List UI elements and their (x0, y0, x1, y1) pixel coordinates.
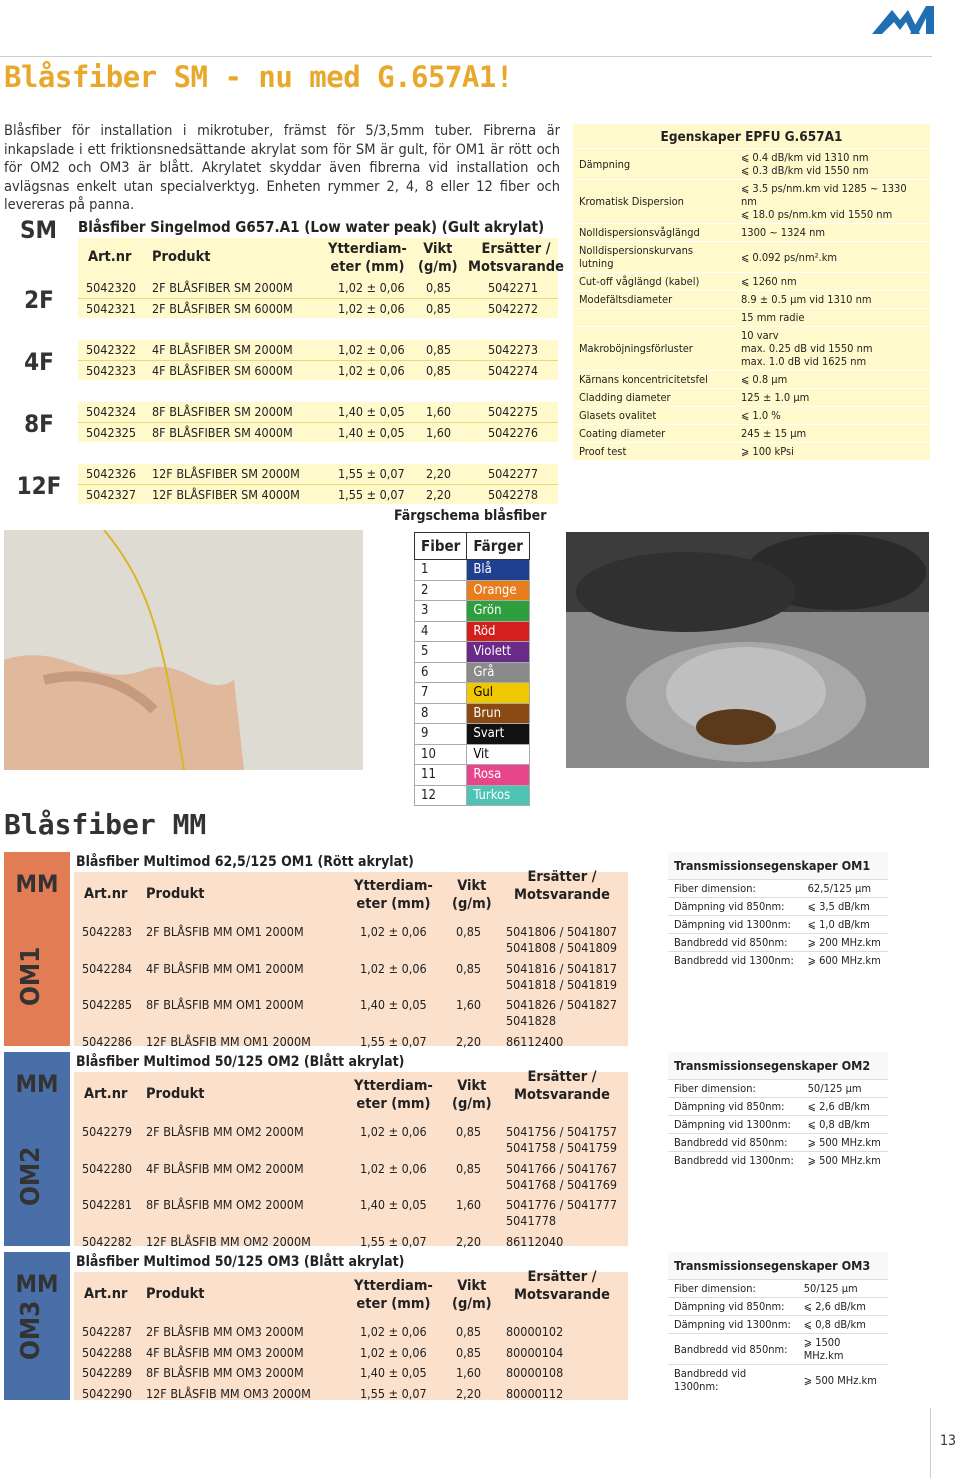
fiber-color-row (415, 703, 530, 724)
mm-cell: 1,02 ± 0,06 (360, 1124, 427, 1139)
col-vikt: Vikt (g/m) (452, 1078, 492, 1112)
property-row (573, 371, 930, 389)
property-row (573, 443, 930, 461)
page-title: Blåsfiber SM - nu med G.657A1! (4, 60, 513, 94)
row-divider (78, 360, 558, 361)
mm-table (74, 1069, 628, 1249)
fiber-number: 5 (415, 642, 467, 663)
sm-cell: 5042274 (488, 363, 539, 378)
transmission-row (668, 1098, 888, 1116)
fiber-number: 12 (415, 785, 467, 806)
sm-cell: 1,55 ± 0,07 (338, 487, 405, 502)
mm-cell: 2,20 (456, 1385, 482, 1401)
sm-cell: 8F BLÅSFIBER SM 2000M (152, 404, 293, 419)
transmission-row (668, 1298, 888, 1316)
fiber-color-name: Orange (467, 580, 530, 601)
sm-label: SM (20, 216, 58, 244)
transmission-value: ⩾ 500 MHz.km (798, 1365, 888, 1396)
sm-cell: 5042322 (86, 342, 137, 357)
transmission-row (668, 1116, 888, 1134)
col-produkt: Produkt (146, 1286, 205, 1302)
transmission-name: Dämpning vid 850nm: (668, 1098, 802, 1116)
transmission-value: ⩾ 500 MHz.km (802, 1134, 888, 1152)
transmission-value: ⩽ 0,8 dB/km (798, 1316, 888, 1334)
col-ersatter: Ersätter / Motsvarande (468, 241, 564, 275)
mm-cell: 5042288 (82, 1344, 133, 1360)
transmission-value: 50/125 μm (798, 1280, 888, 1298)
sm-cell: 1,02 ± 0,06 (338, 280, 405, 295)
transmission-title: Transmissionsegenskaper OM1 (674, 858, 871, 873)
mm-cell: 5042280 (82, 1160, 133, 1176)
transmission-value: ⩾ 1500 MHz.km (798, 1334, 888, 1365)
intro-paragraph: Blåsfiber för installation i mikrotuber, främst för 5/3,5mm tuber. Fibrerna är inkapslade i ett friktionsnedsättande akrylat som för SM är gult, för OM1 är rött och för OM2 och OM3 är blått. Akrylatet skyddar även fibrerna vid installation och avlägsnas enkelt utan specialverktyg. Enheten rymmer 2, 4, 8 eller 12 fiber och levereras på panna. (4, 123, 560, 213)
row-divider (78, 484, 558, 485)
mm-cell: 1,55 ± 0,07 (360, 1385, 427, 1401)
mm-cell: 1,02 ± 0,06 (360, 1160, 427, 1176)
fiber-color-name: Turkos (467, 785, 530, 806)
transmission-table (668, 852, 888, 969)
mm-cell: 5042281 (82, 1197, 133, 1212)
sm-group-block (78, 340, 558, 380)
fiber-color-name: Violett (467, 642, 530, 663)
property-name: Kärnans koncentricitetsfel (573, 371, 735, 389)
transmission-table (668, 1052, 888, 1169)
property-row (573, 242, 930, 273)
sm-cell: 5042326 (86, 466, 137, 481)
fiber-number: 1 (415, 560, 467, 581)
row-divider (78, 298, 558, 299)
mm-cell: 12F BLÅSFIB MM OM2 2000M (146, 1233, 311, 1249)
mm-cell: 0,85 (456, 1160, 482, 1176)
sm-cell: 4F BLÅSFIBER SM 2000M (152, 342, 293, 357)
property-row (573, 327, 930, 371)
transmission-row (668, 1316, 888, 1334)
mm-cell: 1,02 ± 0,06 (360, 1324, 427, 1339)
page-rule (930, 1408, 931, 1478)
sm-group-label: 12F (16, 472, 62, 500)
company-logo (870, 4, 936, 36)
transmission-name: Bandbredd vid 850nm: (668, 934, 802, 952)
property-name: Kromatisk Dispersion (573, 180, 735, 224)
mm-title: Blåsfiber MM (4, 808, 207, 841)
transmission-table (668, 1252, 888, 1395)
mm-cell: 80000112 (506, 1385, 564, 1401)
sm-cell: 5042278 (488, 487, 539, 502)
fiber-header: Fiber (415, 533, 467, 560)
fiber-number: 7 (415, 683, 467, 704)
mm-cell: 5041826 / 5041827 5041828 (506, 997, 618, 1028)
fiber-color-name: Rosa (467, 765, 530, 786)
sm-cell: 5042277 (488, 466, 539, 481)
mm-table-title: Blåsfiber Multimod 50/125 OM3 (Blått akrylat) (76, 1254, 405, 1270)
mm-cell: 2,20 (456, 1233, 482, 1249)
mm-cell: 1,02 ± 0,06 (360, 1344, 427, 1360)
sm-cell: 1,02 ± 0,06 (338, 363, 405, 378)
transmission-row (668, 1280, 888, 1298)
col-ytter: Ytterdiam- eter (mm) (354, 1078, 433, 1112)
transmission-row (668, 1334, 888, 1365)
mm-cell: 1,02 ± 0,06 (360, 960, 427, 976)
mm-cell: 5042279 (82, 1124, 133, 1139)
mm-cell: 1,60 (456, 1197, 482, 1212)
sm-cell: 5042327 (86, 487, 137, 502)
sm-cell: 0,85 (426, 342, 452, 357)
transmission-value: ⩽ 2,6 dB/km (802, 1098, 888, 1116)
mm-side-bottom: OM1 (16, 946, 46, 1006)
transmission-value: ⩽ 3,5 dB/km (802, 898, 888, 916)
property-value: 10 varv max. 0.25 dB vid 1550 nm max. 1.0 dB vid 1625 nm (735, 327, 930, 371)
mm-cell: 1,02 ± 0,06 (360, 924, 427, 939)
mm-cell: 5042282 (82, 1233, 133, 1249)
property-name: Modefältsdiameter (573, 291, 735, 309)
mm-cell: 86112400 (506, 1033, 564, 1049)
property-row (573, 425, 930, 443)
col-produkt: Produkt (146, 1086, 205, 1102)
color-header: Färger (467, 533, 530, 560)
fiber-number: 8 (415, 703, 467, 724)
col-produkt: Produkt (152, 249, 211, 265)
mm-cell: 4F BLÅSFIB MM OM3 2000M (146, 1344, 304, 1360)
col-produkt: Produkt (146, 886, 205, 902)
mm-cell: 5041766 / 5041767 5041768 / 5041769 (506, 1160, 618, 1192)
transmission-value: ⩾ 500 MHz.km (802, 1152, 888, 1170)
property-value: ⩽ 0.092 ps/nm².km (735, 242, 930, 273)
transmission-row (668, 1134, 888, 1152)
sm-cell: 8F BLÅSFIBER SM 4000M (152, 425, 293, 440)
mm-cell: 0,85 (456, 1124, 482, 1139)
transmission-name: Bandbredd vid 1300nm: (668, 952, 802, 970)
mm-side-panel (4, 852, 70, 1046)
fiber-colors-table (414, 532, 530, 806)
fiber-color-row (415, 744, 530, 765)
property-row (573, 389, 930, 407)
property-row (573, 180, 930, 224)
mm-side-bottom: OM3 (16, 1300, 46, 1360)
page-number: 13 (939, 1433, 957, 1449)
fiber-color-name: Blå (467, 560, 530, 581)
property-name: Proof test (573, 443, 735, 461)
mm-cell: 5041776 / 5041777 5041778 (506, 1197, 618, 1228)
properties-table (573, 124, 930, 460)
transmission-row (668, 934, 888, 952)
mm-cell: 5041816 / 5041817 5041818 / 5041819 (506, 960, 618, 992)
mm-cell: 1,55 ± 0,07 (360, 1033, 427, 1049)
sm-cell: 5042275 (488, 404, 539, 419)
transmission-row (668, 1365, 888, 1396)
mm-cell: 4F BLÅSFIB MM OM2 2000M (146, 1160, 304, 1176)
fiber-color-name: Grå (467, 662, 530, 683)
transmission-value: ⩾ 600 MHz.km (802, 952, 888, 970)
col-art: Art.nr (84, 886, 128, 902)
transmission-value: 50/125 μm (802, 1080, 888, 1098)
sm-cell: 5042324 (86, 404, 137, 419)
fiber-number: 2 (415, 580, 467, 601)
property-row (573, 273, 930, 291)
mm-cell: 2F BLÅSFIB MM OM1 2000M (146, 924, 304, 939)
sm-cell: 5042276 (488, 425, 539, 440)
mm-cell: 12F BLÅSFIB MM OM3 2000M (146, 1385, 311, 1401)
sm-cell: 5042320 (86, 280, 137, 295)
mm-cell: 0,85 (456, 960, 482, 976)
mm-side-top: MM (15, 1070, 59, 1098)
property-value: ⩾ 100 kPsi (735, 443, 930, 461)
property-name: Nolldispersionsvåglängd (573, 224, 735, 242)
fiber-color-row (415, 642, 530, 663)
mm-cell: 5042287 (82, 1324, 133, 1339)
mm-cell: 1,40 ± 0,05 (360, 1197, 427, 1212)
mm-cell: 5041756 / 5041757 5041758 / 5041759 (506, 1124, 618, 1155)
fiber-number: 10 (415, 744, 467, 765)
fiber-number: 6 (415, 662, 467, 683)
sm-table-header (78, 238, 564, 278)
sm-group-block (78, 278, 558, 318)
transmission-title: Transmissionsegenskaper OM2 (674, 1058, 871, 1073)
mm-cell: 1,55 ± 0,07 (360, 1233, 427, 1249)
transmission-row (668, 1152, 888, 1170)
transmission-name: Fiber dimension: (668, 1080, 802, 1098)
col-art: Art.nr (84, 1086, 128, 1102)
property-value: 245 ± 15 μm (735, 425, 930, 443)
col-art: Art.nr (84, 1286, 128, 1302)
fiber-color-name: Grön (467, 601, 530, 622)
hand-fiber-photo (4, 530, 363, 770)
transmission-name: Bandbredd vid 850nm: (668, 1334, 798, 1365)
transmission-value: ⩽ 1,0 dB/km (802, 916, 888, 934)
sm-cell: 2,20 (426, 466, 452, 481)
sm-cell: 1,02 ± 0,06 (338, 301, 405, 316)
mm-cell: 2,20 (456, 1033, 482, 1049)
mm-cell: 5042289 (82, 1365, 133, 1380)
transmission-value: ⩾ 200 MHz.km (802, 934, 888, 952)
sm-table-title: Blåsfiber Singelmod G657.A1 (Low water peak) (Gult akrylat) (78, 218, 545, 236)
fiber-number: 9 (415, 724, 467, 745)
fiber-color-row (415, 662, 530, 683)
fiber-color-row (415, 683, 530, 704)
mm-cell: 5042290 (82, 1385, 133, 1401)
property-row (573, 407, 930, 425)
property-name: Cut-off våglängd (kabel) (573, 273, 735, 291)
mm-cell: 80000104 (506, 1344, 564, 1360)
fiber-number: 11 (415, 765, 467, 786)
sm-cell: 12F BLÅSFIBER SM 4000M (152, 487, 300, 502)
col-art: Art.nr (88, 249, 132, 265)
col-ytter: Ytterdiam- eter (mm) (354, 1278, 433, 1312)
fiber-color-row (415, 560, 530, 581)
sm-cell: 0,85 (426, 280, 452, 295)
transmission-value: ⩽ 2,6 dB/km (798, 1298, 888, 1316)
mm-cell: 12F BLÅSFIB MM OM1 2000M (146, 1033, 311, 1049)
sm-cell: 5042271 (488, 280, 539, 295)
sm-cell: 5042273 (488, 342, 539, 357)
sm-cell: 0,85 (426, 363, 452, 378)
fiber-color-row (415, 785, 530, 806)
sm-cell: 0,85 (426, 301, 452, 316)
properties-title: Egenskaper EPFU G.657A1 (660, 129, 843, 145)
sm-cell: 5042321 (86, 301, 137, 316)
mm-side-bottom: OM2 (16, 1146, 46, 1206)
fiber-spool-photo (566, 532, 929, 768)
property-row (573, 149, 930, 180)
transmission-row (668, 1080, 888, 1098)
transmission-value: 62,5/125 μm (802, 880, 888, 898)
fiber-color-row (415, 601, 530, 622)
property-value: 125 ± 1.0 μm (735, 389, 930, 407)
transmission-name: Dämpning vid 1300nm: (668, 916, 802, 934)
mm-cell: 8F BLÅSFIB MM OM2 2000M (146, 1197, 304, 1212)
sm-cell: 2F BLÅSFIBER SM 6000M (152, 301, 293, 316)
property-name (573, 309, 735, 327)
sm-cell: 2F BLÅSFIBER SM 2000M (152, 280, 293, 295)
fiber-color-name: Gul (467, 683, 530, 704)
sm-cell: 1,40 ± 0,05 (338, 425, 405, 440)
sm-cell: 1,40 ± 0,05 (338, 404, 405, 419)
transmission-name: Bandbredd vid 1300nm: (668, 1152, 802, 1170)
sm-cell: 1,60 (426, 425, 452, 440)
property-name: Makroböjningsförluster (573, 327, 735, 371)
property-name: Glasets ovalitet (573, 407, 735, 425)
property-name: Nolldispersionskurvans lutning (573, 242, 735, 273)
sm-cell: 5042272 (488, 301, 539, 316)
sm-group-label: 8F (24, 410, 54, 438)
mm-side-top: MM (15, 1270, 59, 1298)
sm-cell: 1,02 ± 0,06 (338, 342, 405, 357)
col-ersatter: Ersätter / Motsvarande (514, 869, 610, 903)
property-value: ⩽ 1260 nm (735, 273, 930, 291)
property-row (573, 291, 930, 309)
mm-cell: 1,40 ± 0,05 (360, 997, 427, 1012)
mm-cell: 1,40 ± 0,05 (360, 1365, 427, 1380)
property-value: 1300 ~ 1324 nm (735, 224, 930, 242)
sm-cell: 5042323 (86, 363, 137, 378)
mm-cell: 8F BLÅSFIB MM OM1 2000M (146, 997, 304, 1012)
mm-cell: 86112040 (506, 1233, 564, 1249)
sm-cell: 1,60 (426, 404, 452, 419)
mm-cell: 4F BLÅSFIB MM OM1 2000M (146, 960, 304, 976)
mm-cell: 80000102 (506, 1324, 564, 1339)
mm-cell: 8F BLÅSFIB MM OM3 2000M (146, 1365, 304, 1380)
row-divider (78, 422, 558, 423)
mm-cell: 2F BLÅSFIB MM OM3 2000M (146, 1324, 304, 1339)
transmission-row (668, 880, 888, 898)
mm-cell: 5042286 (82, 1033, 133, 1049)
property-value: ⩽ 0.4 dB/km vid 1310 nm ⩽ 0.3 dB/km vid 1550 nm (735, 149, 930, 180)
property-row (573, 224, 930, 242)
fiber-color-name: Svart (467, 724, 530, 745)
transmission-row (668, 898, 888, 916)
fiber-color-name: Röd (467, 621, 530, 642)
fiber-color-row (415, 724, 530, 745)
fiber-colors-title: Färgschema blåsfiber (394, 508, 547, 524)
sm-group-block (78, 402, 558, 442)
col-ytter: Ytterdiam- eter (mm) (328, 241, 407, 275)
col-vikt: Vikt (g/m) (452, 1278, 492, 1312)
transmission-name: Bandbredd vid 850nm: (668, 1134, 802, 1152)
fiber-color-row (415, 621, 530, 642)
mm-cell: 5042284 (82, 960, 133, 976)
mm-side-panel (4, 1252, 70, 1400)
mm-cell: 1,60 (456, 997, 482, 1012)
sm-cell: 5042325 (86, 425, 137, 440)
fiber-color-name: Vit (467, 744, 530, 765)
mm-cell: 0,85 (456, 1344, 482, 1360)
col-ersatter: Ersätter / Motsvarande (514, 1069, 610, 1103)
property-value: 8.9 ± 0.5 μm vid 1310 nm (735, 291, 930, 309)
property-name: Dämpning (573, 149, 735, 180)
fiber-number: 3 (415, 601, 467, 622)
mm-cell: 5041806 / 5041807 5041808 / 5041809 (506, 924, 618, 955)
mm-side-top: MM (15, 870, 59, 898)
sm-group-block (78, 464, 558, 504)
col-ytter: Ytterdiam- eter (mm) (354, 878, 433, 912)
property-row (573, 309, 930, 327)
transmission-title: Transmissionsegenskaper OM3 (674, 1258, 871, 1273)
transmission-name: Bandbredd vid 1300nm: (668, 1365, 798, 1396)
sm-group-label: 2F (24, 286, 54, 314)
sm-cell: 2,20 (426, 487, 452, 502)
fiber-color-name: Brun (467, 703, 530, 724)
mm-cell: 5042285 (82, 997, 133, 1012)
transmission-row (668, 952, 888, 970)
col-vikt: Vikt (g/m) (452, 878, 492, 912)
property-value: ⩽ 1.0 % (735, 407, 930, 425)
mm-cell: 0,85 (456, 924, 482, 939)
col-vikt: Vikt (g/m) (418, 241, 458, 275)
fiber-color-row (415, 765, 530, 786)
mm-cell: 0,85 (456, 1324, 482, 1339)
sm-cell: 1,55 ± 0,07 (338, 466, 405, 481)
fiber-color-row (415, 580, 530, 601)
transmission-name: Dämpning vid 1300nm: (668, 1116, 802, 1134)
transmission-name: Dämpning vid 1300nm: (668, 1316, 798, 1334)
property-value: ⩽ 0.8 μm (735, 371, 930, 389)
transmission-name: Dämpning vid 850nm: (668, 1298, 798, 1316)
mm-table (74, 869, 628, 1049)
mm-cell: 5042283 (82, 924, 133, 939)
property-name: Coating diameter (573, 425, 735, 443)
mm-cell: 1,60 (456, 1365, 482, 1380)
sm-cell: 4F BLÅSFIBER SM 6000M (152, 363, 293, 378)
fiber-number: 4 (415, 621, 467, 642)
transmission-name: Fiber dimension: (668, 880, 802, 898)
sm-group-label: 4F (24, 348, 54, 376)
property-value: ⩽ 3.5 ps/nm.km vid 1285 ~ 1330 nm ⩽ 18.0 ps/nm.km vid 1550 nm (735, 180, 930, 224)
property-value: 15 mm radie (735, 309, 930, 327)
mm-side-panel (4, 1052, 70, 1246)
mm-table-title: Blåsfiber Multimod 50/125 OM2 (Blått akrylat) (76, 1054, 405, 1070)
header-rule (0, 56, 932, 57)
transmission-value: ⩽ 0,8 dB/km (802, 1116, 888, 1134)
mm-table (74, 1269, 628, 1401)
property-name: Cladding diameter (573, 389, 735, 407)
mm-cell: 2F BLÅSFIB MM OM2 2000M (146, 1124, 304, 1139)
transmission-row (668, 916, 888, 934)
mm-table-title: Blåsfiber Multimod 62,5/125 OM1 (Rött akrylat) (76, 854, 414, 870)
transmission-name: Fiber dimension: (668, 1280, 798, 1298)
transmission-name: Dämpning vid 850nm: (668, 898, 802, 916)
col-ersatter: Ersätter / Motsvarande (514, 1269, 610, 1303)
mm-cell: 80000108 (506, 1365, 564, 1380)
sm-cell: 12F BLÅSFIBER SM 2000M (152, 466, 300, 481)
